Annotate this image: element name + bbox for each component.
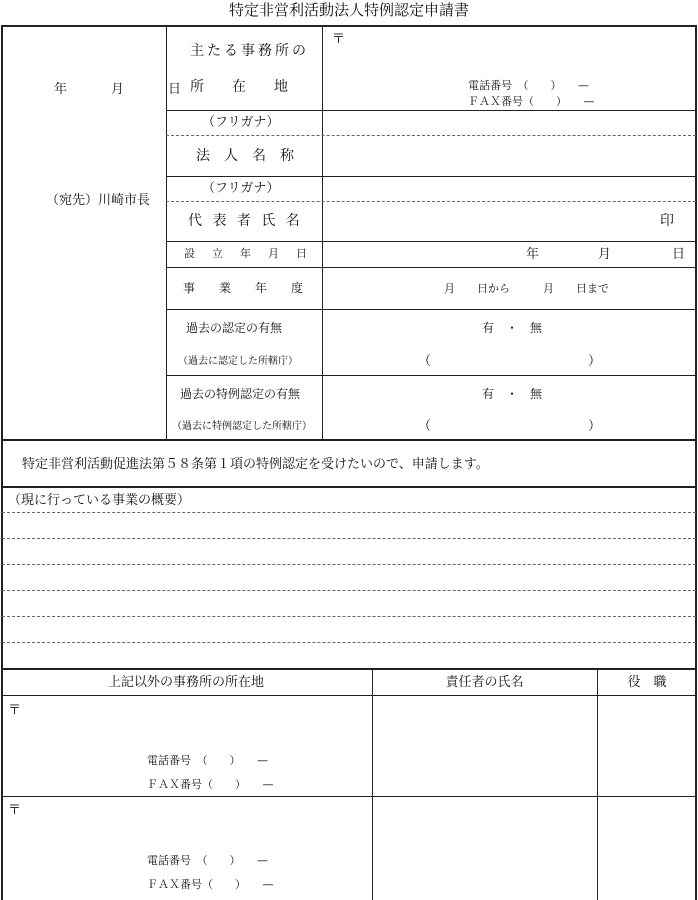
office-1-postal-mark[interactable]: 〒 <box>8 703 22 718</box>
office-2-position-input[interactable] <box>598 797 694 897</box>
office-2-postal-mark[interactable]: 〒 <box>8 803 22 818</box>
row-line-4 <box>166 201 696 202</box>
office-2-manager-input[interactable] <box>373 797 596 897</box>
main-office-fax[interactable]: ＦＡＸ番号（ ） — <box>468 95 595 108</box>
past-cert-paren-open: （ <box>418 354 432 369</box>
furigana-input-1[interactable] <box>323 111 695 135</box>
past-cert-authority-input[interactable] <box>432 352 584 370</box>
furigana-label-2: （フリガナ） <box>202 181 280 196</box>
date-field[interactable]: 年 月 日 <box>54 82 188 97</box>
past-cert-label: 過去の認定の有無 <box>186 321 283 335</box>
frame-top <box>1 25 697 27</box>
past-cert-options[interactable]: 有 ・ 無 <box>482 321 543 335</box>
main-office-postal-mark[interactable]: 〒 <box>332 32 346 47</box>
furigana-label-1: （フリガナ） <box>202 115 280 130</box>
past-special-options[interactable]: 有 ・ 無 <box>482 387 543 401</box>
fiscal-year-value[interactable]: 月 日から 月 日まで <box>444 282 609 295</box>
office-1-phone[interactable]: 電話番号 （ ） — <box>147 754 268 767</box>
corp-name-label: 法 人 名 称 <box>196 148 294 164</box>
offices-header-address: 上記以外の事務所の所在地 <box>107 675 264 690</box>
frame-left <box>1 25 3 900</box>
past-special-sub: （過去に特例認定した所轄庁） <box>172 421 312 432</box>
past-cert-sub: （過去に認定した所轄庁） <box>178 356 298 367</box>
established-label: 設 立 年 月 日 <box>184 247 310 260</box>
row-line-8 <box>166 375 696 376</box>
row-line-5 <box>166 241 696 242</box>
business-summary-label: （現に行っている事業の概要） <box>8 493 191 508</box>
main-office-label-line1: 主たる事務所の <box>190 43 309 59</box>
past-special-label: 過去の特例認定の有無 <box>180 387 301 401</box>
past-special-paren-close: ） <box>588 419 602 434</box>
past-special-authority-input[interactable] <box>432 417 584 435</box>
established-day[interactable]: 日 <box>672 247 686 262</box>
section-line-offices-top <box>1 668 697 670</box>
application-statement: 特定非営利活動促進法第５８条第１項の特例認定を受けたいので、申請します。 <box>22 457 489 472</box>
frame-right <box>695 25 697 900</box>
established-month[interactable]: 月 <box>598 247 612 262</box>
office-1-position-input[interactable] <box>598 696 694 795</box>
row-line-6 <box>166 267 696 268</box>
main-office-phone[interactable]: 電話番号 （ ） — <box>468 79 589 92</box>
office-1-manager-input[interactable] <box>373 696 596 795</box>
fiscal-year-label: 事 業 年 度 <box>183 281 304 295</box>
representative-label: 代 表 者 氏 名 <box>188 213 303 229</box>
page-title: 特定非営利活動法人特例認定申請書 <box>228 1 469 19</box>
offices-header-manager: 責任者の氏名 <box>445 675 524 690</box>
offices-header-position: 役 職 <box>627 675 667 690</box>
section-line-statement-top <box>1 439 697 441</box>
established-year[interactable]: 年 <box>526 247 540 262</box>
office-2-phone[interactable]: 電話番号 （ ） — <box>147 854 268 867</box>
past-special-paren-open: （ <box>418 419 432 434</box>
divider-label-col <box>322 25 323 439</box>
office-1-fax[interactable]: ＦＡＸ番号（ ） — <box>147 778 274 791</box>
business-summary-input[interactable] <box>2 513 695 667</box>
seal-mark: 印 <box>660 213 674 229</box>
section-line-summary-top <box>1 486 697 488</box>
office-2-fax[interactable]: ＦＡＸ番号（ ） — <box>147 878 274 891</box>
past-cert-paren-close: ） <box>588 354 602 369</box>
addressee: （宛先）川崎市長 <box>46 193 151 208</box>
row-line-3 <box>166 176 696 177</box>
main-office-label-line2: 所 在 地 <box>190 79 288 95</box>
corp-name-input[interactable] <box>323 136 695 176</box>
row-line-7 <box>166 309 696 310</box>
